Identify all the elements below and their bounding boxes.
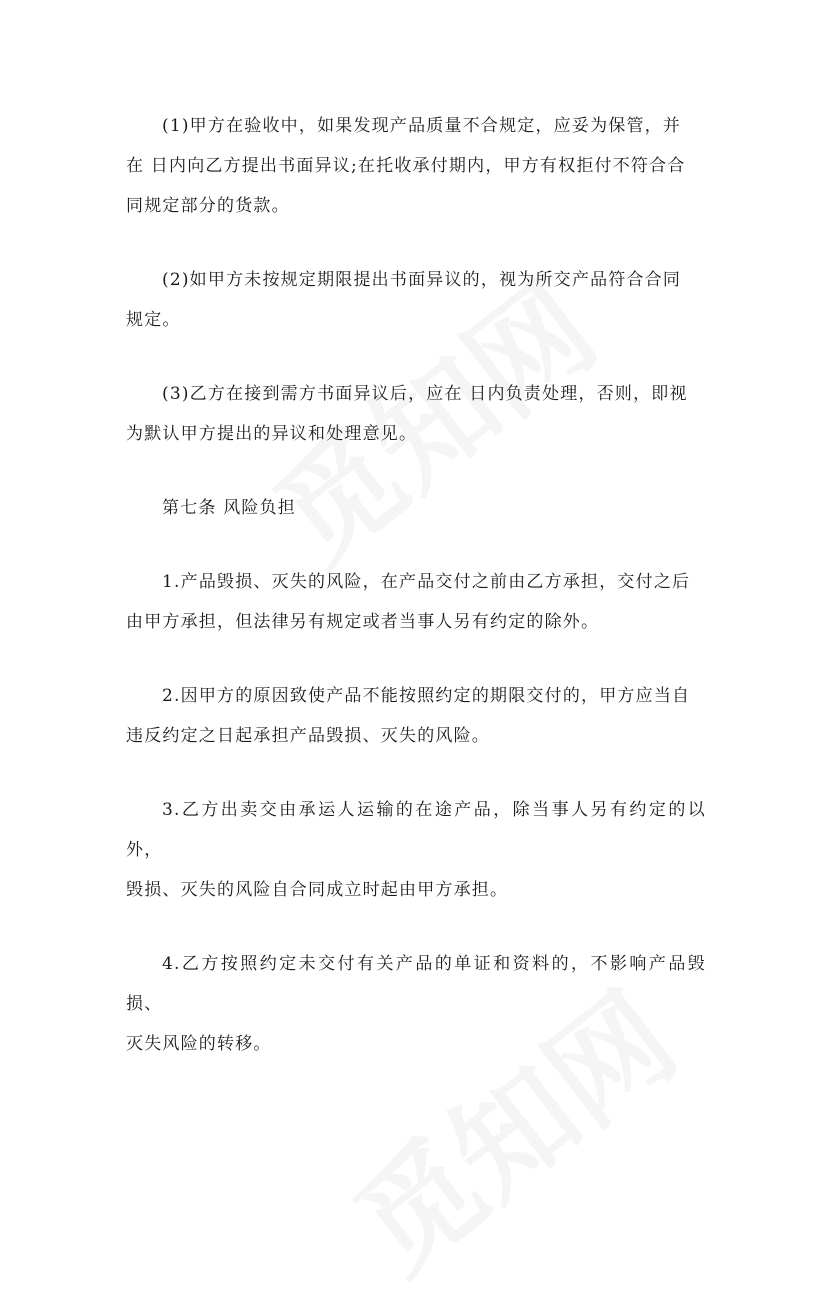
text-line: (3)乙方在接到需方书面异议后，应在 日内负责处理，否则，即视 [162,384,688,404]
text-line: 同规定部分的货款。 [126,196,290,216]
paragraph [126,374,706,454]
text-line: 毁损、灭失的风险自合同成立时起由甲方承担。 [126,880,509,900]
text-line: 规定。 [126,310,181,330]
text-line: 3.乙方出卖交由承运人运输的在途产品，除当事人另有约定的以外， [126,800,706,860]
text-line: (1)甲方在验收中，如果发现产品质量不合规定，应妥为保管，并 [162,116,682,136]
section-heading [126,488,706,528]
paragraph [126,676,706,756]
paragraph [126,562,706,642]
text-line: 由甲方承担，但法律另有规定或者当事人另有约定的除外。 [126,612,600,632]
text-line: 在 日内向乙方提出书面异议;在托收承付期内，甲方有权拒付不符合合 [126,156,686,176]
text-line: 1.产品毁损、灭失的风险，在产品交付之前由乙方承担，交付之后 [162,572,691,592]
text-line: 灭失风险的转移。 [126,1034,272,1054]
paragraph [126,260,706,340]
text-line: 2.因甲方的原因致使产品不能按照约定的期限交付的，甲方应当自 [162,686,691,706]
paragraph [126,106,706,226]
text-line: 违反约定之日起承担产品毁损、灭失的风险。 [126,726,490,746]
document-body [126,106,706,1098]
heading-text: 第七条 风险负担 [162,498,297,518]
text-line: 4.乙方按照约定未交付有关产品的单证和资料的，不影响产品毁损、 [126,954,706,1014]
text-line: (2)如甲方未按规定期限提出书面异议的，视为所交产品符合合同 [162,270,682,290]
paragraph [126,944,706,1064]
paragraph [126,790,706,910]
text-line: 为默认甲方提出的异议和处理意见。 [126,424,418,444]
